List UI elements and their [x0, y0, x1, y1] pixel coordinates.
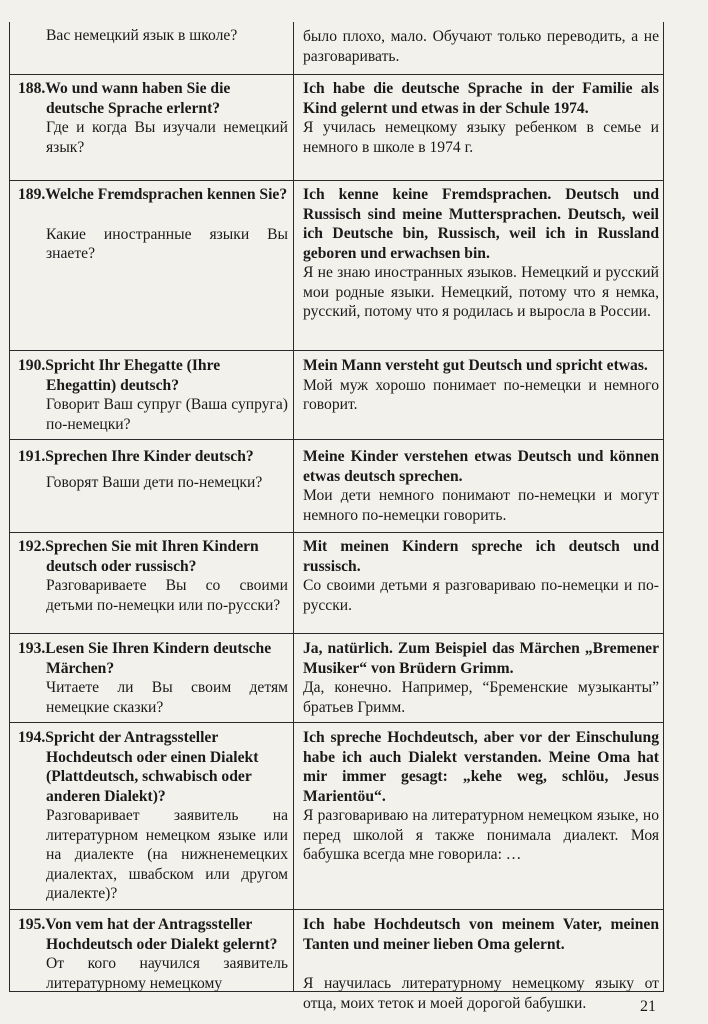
- question-de-text: Wo und wann haben Sie die deutsche Sprache erlernt?: [45, 80, 231, 117]
- question-de-text: Sprechen Ihre Kinder deutsch?: [45, 448, 254, 465]
- question-de-text: Welche Fremdsprachen kennen Sie?: [45, 186, 288, 203]
- spacer: [18, 205, 288, 225]
- question-ru: Говорит Ваш супруг (Ваша супруга) по-немецки?: [46, 396, 288, 433]
- answer-ru: Я училась немецкому языку ребенком в семье и немного в школе в 1974 г.: [303, 119, 659, 156]
- table-row: [10, 180, 663, 351]
- question-ru: От кого научился заявитель литературному немецкому: [46, 955, 288, 992]
- answer-de: Meine Kinder verstehen etwas Deutsch und können etwas deutsch sprechen.: [303, 448, 659, 485]
- answer-cell: [303, 185, 659, 322]
- question-de: [18, 185, 288, 205]
- table-row: [10, 633, 663, 723]
- question-ru: Разговариваете Вы со своими детьми по-немецки или по-русски?: [46, 577, 288, 614]
- answer-cell: [303, 27, 659, 66]
- spacer: [303, 954, 659, 974]
- question-de: [18, 79, 288, 118]
- question-number: 194.: [18, 729, 46, 746]
- question-cell: [18, 356, 288, 434]
- table-row: [10, 22, 663, 75]
- question-number: 189.: [18, 186, 46, 203]
- answer-ru: Я не знаю иностранных языков. Немецкий и русский мои родные языки. Немецкий, потому что я немка, русский, потому что я родилась и выросла в России.: [303, 264, 659, 320]
- question-de-text: Von vem hat der Antragssteller Hochdeutsch oder Dialekt gelernt?: [45, 916, 278, 953]
- question-de: [18, 728, 288, 806]
- question-de-text: Lesen Sie Ihren Kindern deutsche Märchen?: [45, 640, 272, 677]
- answer-cell: [303, 915, 659, 1013]
- answer-de: Ich habe die deutsche Sprache in der Familie als Kind gelernt und etwas in der Schule 1974.: [303, 80, 659, 117]
- answer-ru: Я научилась литературному немецкому языку от отца, моих теток и моей дорогой бабушки.: [303, 975, 659, 1012]
- question-de-text: Sprechen Sie mit Ihren Kindern deutsch oder russisch?: [45, 538, 259, 575]
- question-de: [18, 915, 288, 954]
- question-cell: [18, 447, 288, 492]
- question-cell: [18, 915, 288, 993]
- answer-ru: Да, конечно. Например, “Бременские музыканты” братьев Гримм.: [303, 679, 659, 716]
- table-row: [10, 722, 663, 910]
- answer-cell: [303, 79, 659, 157]
- answer-de: Ich spreche Hochdeutsch, aber vor der Einschulung habe ich auch Dialekt verstanden. Meine Oma hat mir immer gesagt: „kehe weg, schlöu, Jesus Marientöu“.: [303, 729, 659, 805]
- answer-ru: Мой муж хорошо понимает по-немецки и немного говорит.: [303, 376, 659, 413]
- question-ru: Вас немецкий язык в школе?: [46, 27, 238, 44]
- question-de: [18, 639, 288, 678]
- question-ru: Читаете ли Вы своим детям немецкие сказки?: [46, 679, 288, 716]
- question-de: [18, 537, 288, 576]
- answer-de: Ich kenne keine Fremdsprachen. Deutsch und Russisch sind meine Muttersprachen. Deutsch, weil ich Deutsche bin, Russisch, weil ich in Russland geboren und erwachsen bin.: [303, 186, 659, 262]
- table-row: [10, 350, 663, 440]
- question-number: 193.: [18, 640, 46, 657]
- question-number: 191.: [18, 448, 46, 465]
- answer-de: Mit meinen Kindern spreche ich deutsch und russisch.: [303, 538, 659, 575]
- question-de: [18, 447, 288, 467]
- answer-ru: было плохо, мало. Обучают только переводить, а не разговаривать.: [303, 28, 659, 65]
- answer-ru: Я разговариваю на литературном немецком языке, но перед школой я также понимала диалект. Моя бабушка всегда мне говорила: …: [303, 807, 659, 863]
- answer-de: Mein Mann versteht gut Deutsch und spricht etwas.: [303, 357, 648, 374]
- question-ru: Разговаривает заявитель на литературном немецком языке или на диалекте (на нижненемецких диалектах, швабском или другом диалекте)?: [46, 807, 288, 902]
- answer-cell: [303, 447, 659, 525]
- page-number: 21: [640, 998, 656, 1015]
- question-cell: [18, 639, 288, 717]
- question-cell: [18, 728, 288, 904]
- question-cell: [18, 79, 288, 157]
- question-ru: Где и когда Вы изучали немецкий язык?: [46, 119, 288, 156]
- question-cell: [18, 537, 288, 615]
- answer-de: Ich habe Hochdeutsch von meinem Vater, meinen Tanten und meiner lieben Oma gelernt.: [303, 916, 659, 953]
- question-ru: Какие иностранные языки Вы знаете?: [46, 225, 288, 262]
- table-row: [10, 439, 663, 533]
- answer-cell: [303, 537, 659, 615]
- question-de-text: Spricht Ihr Ehegatte (Ihre Ehegattin) deutsch?: [45, 357, 221, 394]
- question-number: 195.: [18, 916, 46, 933]
- question-number: 190.: [18, 357, 46, 374]
- answer-ru: Со своими детьми я разговариваю по-немецки и по-русски.: [303, 577, 659, 614]
- answer-ru: Мои дети немного понимают по-немецки и могут немного по-немецки говорить.: [303, 487, 659, 524]
- answer-cell: [303, 728, 659, 865]
- answer-cell: [303, 356, 659, 415]
- question-cell: [18, 185, 288, 264]
- answer-de: Ja, natürlich. Zum Beispiel das Märchen „Bremener Musiker“ von Brüdern Grimm.: [303, 640, 659, 677]
- question-cell: [18, 26, 288, 46]
- question-number: 192.: [18, 538, 46, 555]
- question-de-text: Spricht der Antragssteller Hochdeutsch oder einen Dialekt (Plattdeutsch, schwabisch oder anderen Dialekt)?: [45, 729, 259, 805]
- question-number: 188.: [18, 80, 46, 97]
- table-row: [10, 532, 663, 634]
- question-ru: Говорят Ваши дети по-немецки?: [46, 473, 263, 491]
- answer-cell: [303, 639, 659, 717]
- question-de: [18, 356, 288, 395]
- table-row: [10, 74, 663, 181]
